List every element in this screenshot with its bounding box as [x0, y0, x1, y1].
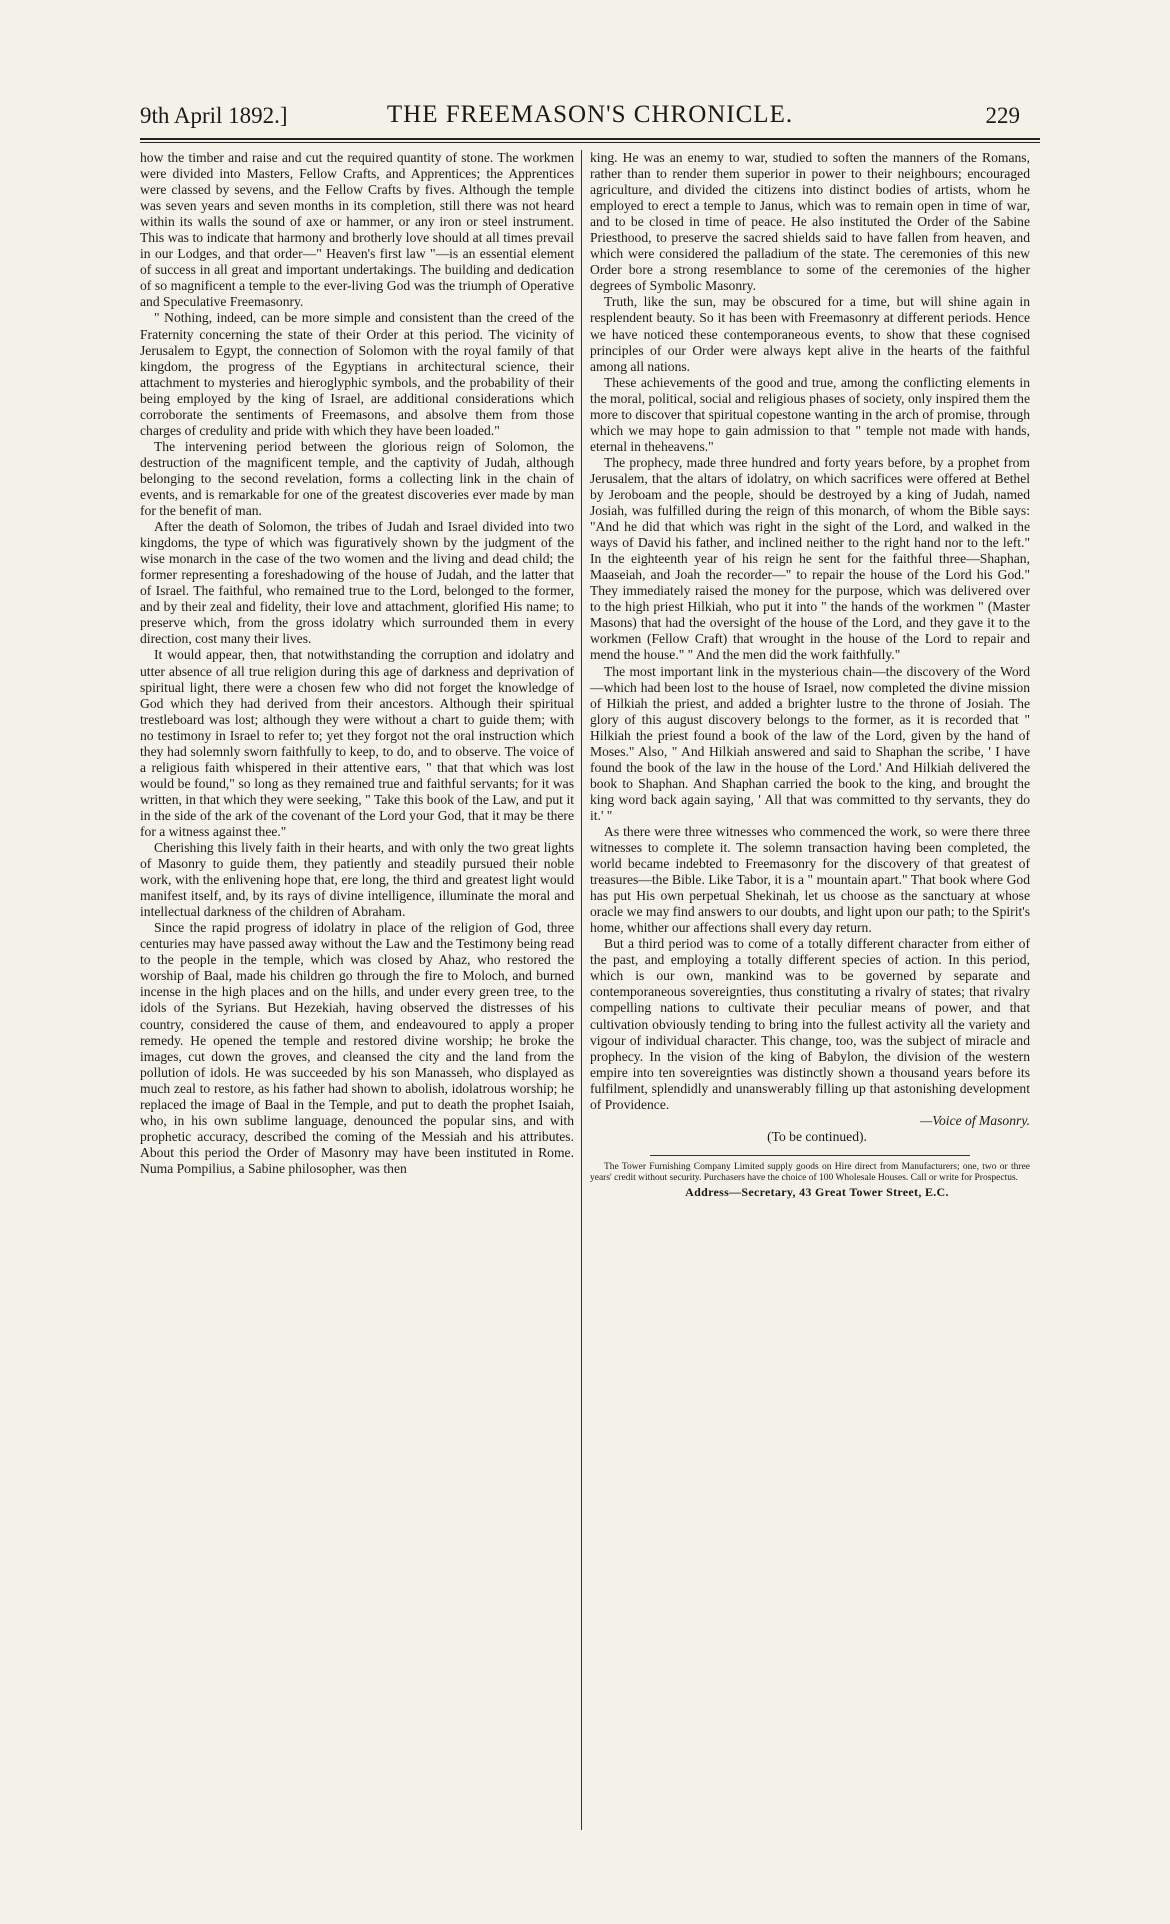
page-header [140, 95, 1040, 135]
paragraph: how the timber and raise and cut the required quantity of stone. The workmen were divided into Masters, Fellow Crafts, and Apprentices; the Apprentices were classed by sevens, and the Fellow Crafts by fives. Although the temple was seven years and seven months in its completion, still there was not heard within its walls the sound of axe or hammer, or any iron or steel instrument. This was to indicate that harmony and brotherly love should at all times prevail in our Lodges, and that order—" Heaven's first law "—is an essential element of success in all great and important undertakings. The building and dedication of so magnificent a temple to the ever-living God was the triumph of Operative and Speculative Freemasonry. [140, 150, 574, 310]
paragraph: It would appear, then, that notwithstanding the corruption and idolatry and utter absence of all true religion during this age of darkness and deprivation of spiritual light, there were a chosen few who did not forget the knowledge of God which they had derived from their ancestors. Although their spiritual trestleboard was lost; although they were without a chart to guide them; with no testimony in Israel to refer to; yet they forgot not the oral instruction which they had solemnly sworn faithfully to keep, to do, and to observe. The voice of a religious faith whispered in their attentive ears, " that that which was lost would be found," so long as they remained true and faithful servants; for it was written, in that which they were seeking, " Take this book of the Law, and put it in the side of the ark of the covenant of the Lord your God, that it may be there for a witness against thee." [140, 647, 574, 839]
left-column [140, 150, 574, 1177]
article-signature: —Voice of Masonry. [920, 1112, 1030, 1128]
paragraph: These achievements of the good and true, among the conflicting elements in the moral, political, social and religious phases of society, only inspired them the more to discover that spiritual copestone wanting in the arch of promise, through which we may hope to gain admission to that " temple not made with hands, eternal in theheavens." [590, 374, 1030, 454]
right-column [590, 150, 1030, 1200]
issue-date: 9th April 1892.] [140, 103, 288, 128]
advert-text: The Tower Furnishing Company Limited supply goods on Hire direct from Manufacturers; one, two or three years' credit without security. Purchasers have the choice of 100 Wholesale Houses. Call or write for Prospectus. [590, 1161, 1030, 1183]
column-divider [581, 150, 582, 1830]
paragraph: Truth, like the sun, may be obscured for a time, but will shine again in resplendent beauty. So it has been with Freemasonry at different periods. Hence we have noticed these contemporaneous events, to show that these cognised principles of our Order were always kept alive in the hearts of the faithful among all nations. [590, 294, 1030, 374]
header-rule [140, 138, 1040, 140]
continued-note: (To be continued). [767, 1128, 867, 1144]
paragraph: Since the rapid progress of idolatry in place of the religion of God, three centuries may have passed away without the Law and the Testimony being read to the people in the temple, which was closed by Ahaz, who restored the worship of Baal, made his children go through the fire to Moloch, and burned incense in the high places and on the hills, and under every green tree, to the idols of the Syrians. But Hezekiah, having observed the distresses of his country, considered the cause of them, and endeavoured to apply a proper remedy. He opened the temple and restored divine worship; he broke the images, cut down the groves, and cleansed the city and the land from the pollution of idols. He was succeeded by his son Manasseh, who displayed as much zeal to restore, as his father had shown to abolish, idolatrous worship; he replaced the image of Baal in the Temple, and put to death the prophet Isaiah, who, in his own sublime language, denounced the popular sins, and with prophetic accuracy, described the coming of the Messiah and his attributes. About this period the Order of Masonry may have been instituted in Rome. Numa Pompilius, a Sabine philosopher, was then [140, 920, 574, 1176]
paragraph: The intervening period between the glorious reign of Solomon, the destruction of the magnificent temple, and the captivity of Judah, although belonging to the second revelation, forms a collecting link in the chain of events, and is remarkable for one of the greatest discoveries ever made by man for the benefit of man. [140, 438, 574, 519]
advert-address: Address—Secretary, 43 Great Tower Street, E.C. [685, 1184, 949, 1199]
paragraph: " Nothing, indeed, can be more simple and consistent than the creed of the Fraternity concerning the state of their Order at this period. The vicinity of Jerusalem to Egypt, the connection of Solomon with the royal family of that kingdom, the progress of the Egyptians in architectural science, their attachment to mysteries and hieroglyphic symbols, and the probability of their being employed by the king of Israel, are additional considerations which corroborate the sentiments of Freemasons, and absolve them from those charges of credulity and pride with which they have been loaded." [140, 310, 574, 438]
publication-title: THE FREEMASON'S CHRONICLE. [386, 101, 794, 128]
paragraph: But a third period was to come of a totally different character from either of the past, and employing a totally different species of action. In this period, which is our own, mankind was to be governed by separate and contemporaneous sovereignties, thus constituting a rivalry of states; that rivalry compelling nations to cultivate their peculiar means of power, and that cultivation obviously tending to bring into the fullest activity all the variety and vigour of individual character. This change, too, was the subject of miracle and prophecy. In the vision of the king of Babylon, the division of the western empire into ten sovereignties was distinctly shown a thousand years before its fulfilment, splendidly and unanswerably filling up that astonishing development of Providence. [590, 936, 1030, 1112]
page-number: 229 [985, 103, 1020, 128]
paragraph: The most important link in the mysterious chain—the discovery of the Word—which had been lost to the house of Israel, now completed the divine mission of Hilkiah the priest, and added a brighter lustre to the throne of Josiah. The glory of this august discovery belongs to the former, as it is recorded that " Hilkiah the priest found a book of the law of the Lord, given by the hand of Moses." Also, " And Hilkiah answered and said to Shaphan the scribe, ' I have found the book of the law in the house of the Lord.' And Hilkiah delivered the book to Shaphan. And Shaphan carried the book to the king, and brought the king word back again saying, ' All that was committed to thy servants, they do it.' " [590, 663, 1030, 823]
paragraph: After the death of Solomon, the tribes of Judah and Israel divided into two kingdoms, the type of which was figuratively shown by the judgment of the wise monarch in the case of the two women and the living and dead child; the former representing a foreshadowing of the house of Judah, and the latter that of Israel. The faithful, who remained true to the Lord, belonged to the former, and by their zeal and fidelity, their love and attachment, glorified His name; to preserve which, from the gross idolatry which surrounded them in every direction, cost many their lives. [140, 519, 574, 647]
paragraph: The prophecy, made three hundred and forty years before, by a prophet from Jerusalem, that the altars of idolatry, on which sacrifices were offered at Bethel by Jeroboam and the people, should be destroyed by a king of Judah, named Josiah, was fulfilled during the reign of this monarch, of whom the Bible says: "And he did that which was right in the sight of the Lord, and walked in the ways of David his father, and inclined neither to the right hand nor to the left." In the eighteenth year of his reign he sent for the faithful three—Shaphan, Maaseiah, and Joah the recorder—" to repair the house of the Lord his God." They immediately raised the money for the purpose, which was delivered over to the high priest Hilkiah, who put it into " the hands of the workmen " (Master Masons) that had the oversight of the house of the Lord, and they gave it to the workmen (Fellow Craft) that wrought in the house of the Lord to repair and mend the house." " And the men did the work faithfully." [590, 454, 1030, 663]
header-rule-thin [140, 142, 1040, 143]
paragraph: As there were three witnesses who commenced the work, so were there three witnesses to complete it. The solemn transaction having been completed, the world became indebted to Freemasonry for the discovery of that greatest of treasures—the Bible. Like Tabor, it is a " mountain apart." That book where God has put His own perpetual Shekinah, let us choose as the sanctuary at whose oracle we may find answers to our doubts, and light upon our path; to the Spirit's home, whither our affections shall every day return. [590, 823, 1030, 936]
advert-separator [650, 1155, 970, 1156]
paragraph: Cherishing this lively faith in their hearts, and with only the two great lights of Masonry to guide them, they patiently and steadily pursued their noble work, with the enlivening hope that, ere long, the third and greatest light would manifest itself, and, by its rays of divine intelligence, illuminate the moral and intellectual darkness of the children of Abraham. [140, 840, 574, 920]
paragraph: king. He was an enemy to war, studied to soften the manners of the Romans, rather than to render them superior in power to their neighbours; encouraged agriculture, and divided the citizens into distinct bodies of artists, whom he employed to erect a temple to Janus, which was to remain open in time of war, and to be closed in time of peace. He also instituted the Order of the Sabine Priesthood, to preserve the sacred shields said to have fallen from heaven, and which were considered the palladium of the state. The ceremonies of this new Order bore a strong resemblance to some of the ceremonies of the higher degrees of Symbolic Masonry. [590, 150, 1030, 294]
